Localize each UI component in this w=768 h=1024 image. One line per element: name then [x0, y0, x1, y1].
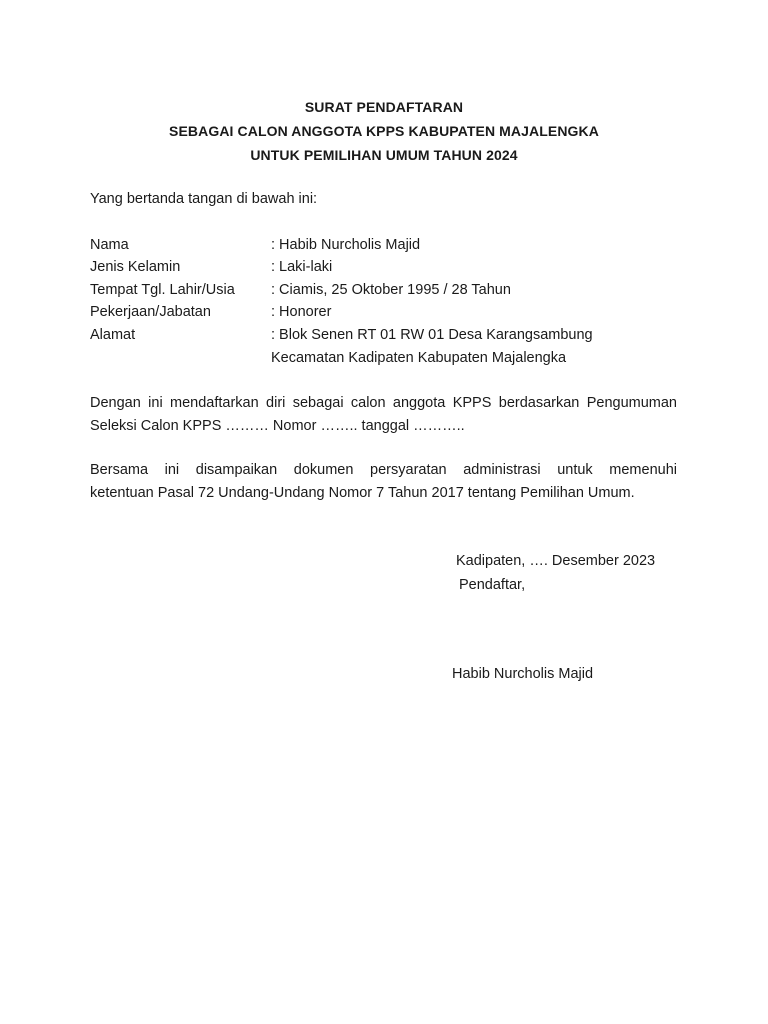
document-subtitle: SEBAGAI CALON ANGGOTA KPPS KABUPATEN MAJALENGKA [169, 123, 599, 139]
signature-place-date: Kadipaten, …. Desember 2023 [456, 553, 656, 569]
field-value-alamat: : Blok Senen RT 01 RW 01 Desa Karangsambung [271, 327, 593, 343]
signature-role: Pendaftar, [459, 577, 526, 593]
documents-paragraph-line-2: ketentuan Pasal 72 Undang-Undang Nomor 7 Tahun 2017 tentang Pemilihan Umum. [90, 485, 635, 501]
field-label-pekerjaan: Pekerjaan/Jabatan [90, 304, 211, 320]
signature-name: Habib Nurcholis Majid [452, 666, 594, 682]
field-value-alamat-continued: Kecamatan Kadipaten Kabupaten Majalengka [271, 350, 567, 366]
field-label-jenis-kelamin: Jenis Kelamin [90, 259, 181, 275]
field-value-tempat-tgl-lahir: : Ciamis, 25 Oktober 1995 / 28 Tahun [271, 282, 511, 298]
field-label-nama: Nama [90, 237, 129, 253]
registration-paragraph-line-2: Seleksi Calon KPPS ……… Nomor …….. tanggal ……….. [90, 418, 465, 434]
documents-paragraph [90, 459, 677, 505]
document-title: SURAT PENDAFTARAN [304, 99, 464, 115]
registration-paragraph-line-1: Dengan ini mendaftarkan diri sebagai calon anggota KPPS berdasarkan Pengumuman [90, 395, 677, 411]
field-label-tempat-tgl-lahir: Tempat Tgl. Lahir/Usia [90, 282, 235, 298]
field-value-pekerjaan: : Honorer [271, 304, 332, 320]
field-label-alamat: Alamat [90, 327, 136, 343]
field-value-jenis-kelamin: : Laki-laki [271, 259, 333, 275]
documents-paragraph-line-1: Bersama ini disampaikan dokumen persyaratan administrasi untuk memenuhi [90, 462, 677, 478]
intro-text: Yang bertanda tangan di bawah ini: [90, 191, 318, 207]
document-subtitle-year: UNTUK PEMILIHAN UMUM TAHUN 2024 [250, 147, 518, 163]
field-value-nama: : Habib Nurcholis Majid [271, 237, 421, 253]
registration-paragraph [90, 392, 677, 438]
